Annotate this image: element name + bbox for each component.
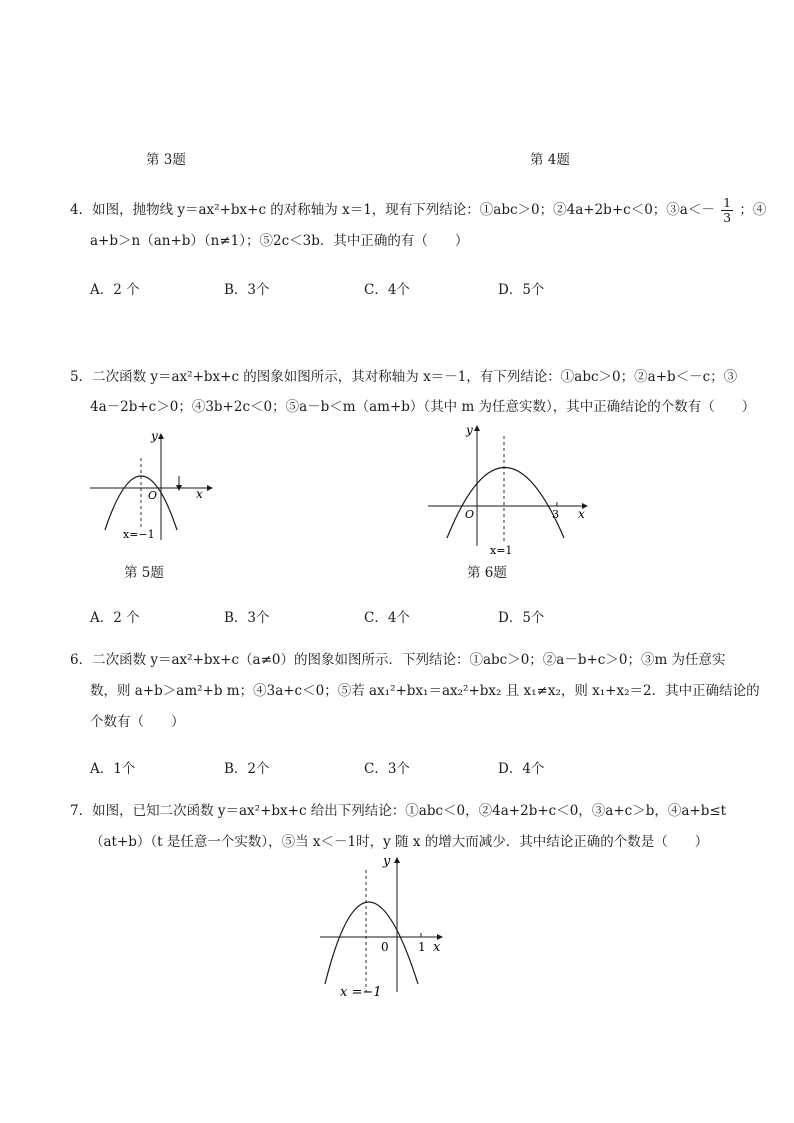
q5-axis-label: x=−1 [123,528,155,541]
q5-option-c[interactable]: C．4个 [364,610,410,626]
q6-parabola [447,468,564,539]
q7-axis-label: x =−1 [340,985,382,1000]
q6-option-a[interactable]: A．1个 [90,761,136,777]
q5-y-arrow [158,433,164,439]
q7-line2: （at+b）（t 是任意一个实数），⑤当 x＜－1时，y 随 x 的增大而减少．其中结论正确的个数是（ ） [90,834,709,850]
q5-line2: 4a－2b+c＞0；④3b+2c＜0；⑤a－b＜m（am+b）（其中 m 为任意实数），其中正确结论的个数有（ ） [90,399,756,415]
q4-option-a[interactable]: A．2 个 [90,282,140,298]
q6-x-label: x [578,507,585,521]
q7-x-label: x [433,940,441,955]
q7-y-label: y [383,854,391,869]
q6-y-arrow [474,425,480,431]
q6-tick-label: 3 [552,508,559,521]
caption-fig3: 第 3题 [146,152,186,168]
q6-axis-label: x=1 [490,544,513,557]
q5-option-d[interactable]: D．5个 [498,610,545,626]
q6-option-b[interactable]: B．2个 [224,761,270,777]
q5-x-label: x [196,487,203,501]
q6-y-label: y [466,423,473,437]
caption-fig5: 第 5题 [124,565,164,581]
q7-line1: 7．如图，已知二次函数 y＝ax²+bx+c 给出下列结论：①abc＜0，②4a+2b+c＜0，③a+c＞b，④a+b≤t [70,803,727,819]
q4-option-d[interactable]: D．5个 [498,282,545,298]
q4-line2: a+b＞n（an+b）（n≠1）；⑤2c＜3b．其中正确的有（ ） [90,233,469,249]
q4-line1: 4．如图，抛物线 y＝ax²+bx+c 的对称轴为 x＝1，现有下列结论：①abc＞0；②4a+2b+c＜0；③a＜－ $\frac{1}{3}$ ；④ [70,195,767,225]
q4-option-b[interactable]: B．3个 [224,282,270,298]
q4-option-c[interactable]: C．4个 [364,282,410,298]
q5-y-label: y [151,429,158,443]
caption-fig4: 第 4题 [530,152,570,168]
q6-line1: 6．二次函数 y＝ax²+bx+c（a≠0）的图象如图所示．下列结论：①abc＞0；②a－b+c＞0；③m 为任意实 [70,652,726,668]
q7-graph [315,852,455,1002]
q7-one-label: 1 [418,940,426,954]
q6-origin-label: O [465,508,475,521]
q5-x-arrow [207,485,213,491]
caption-fig6: 第 6题 [467,565,507,581]
q6-line3: 个数有（ ） [90,714,185,730]
q7-y-arrow [394,857,400,863]
q7-zero-label: 0 [381,940,389,954]
q5-option-b[interactable]: B．3个 [224,610,270,626]
q5-origin-label: O [148,489,158,502]
q6-option-d[interactable]: D．4个 [498,761,545,777]
q6-option-c[interactable]: C．3个 [364,761,410,777]
q6-line2: 数，则 a+b＞am²+b m；④3a+c＜0；⑤若 ax₁²+bx₁＝ax₂²+bx₂ 且 x₁≠x₂，则 x₁+x₂＝2．其中正确结论的 [90,683,760,699]
q4-fraction: $\frac{1}{3}$ [723,195,732,225]
q6-graph [420,418,595,560]
q5-line1: 5．二次函数 y＝ax²+bx+c 的图象如图所示，其对称轴为 x＝－1，有下列结论：①abc＞0；②a+b＜－c；③ [70,369,738,385]
q7-parabola [325,902,418,984]
q5-graph [85,428,215,543]
q5-option-a[interactable]: A．2 个 [90,610,140,626]
